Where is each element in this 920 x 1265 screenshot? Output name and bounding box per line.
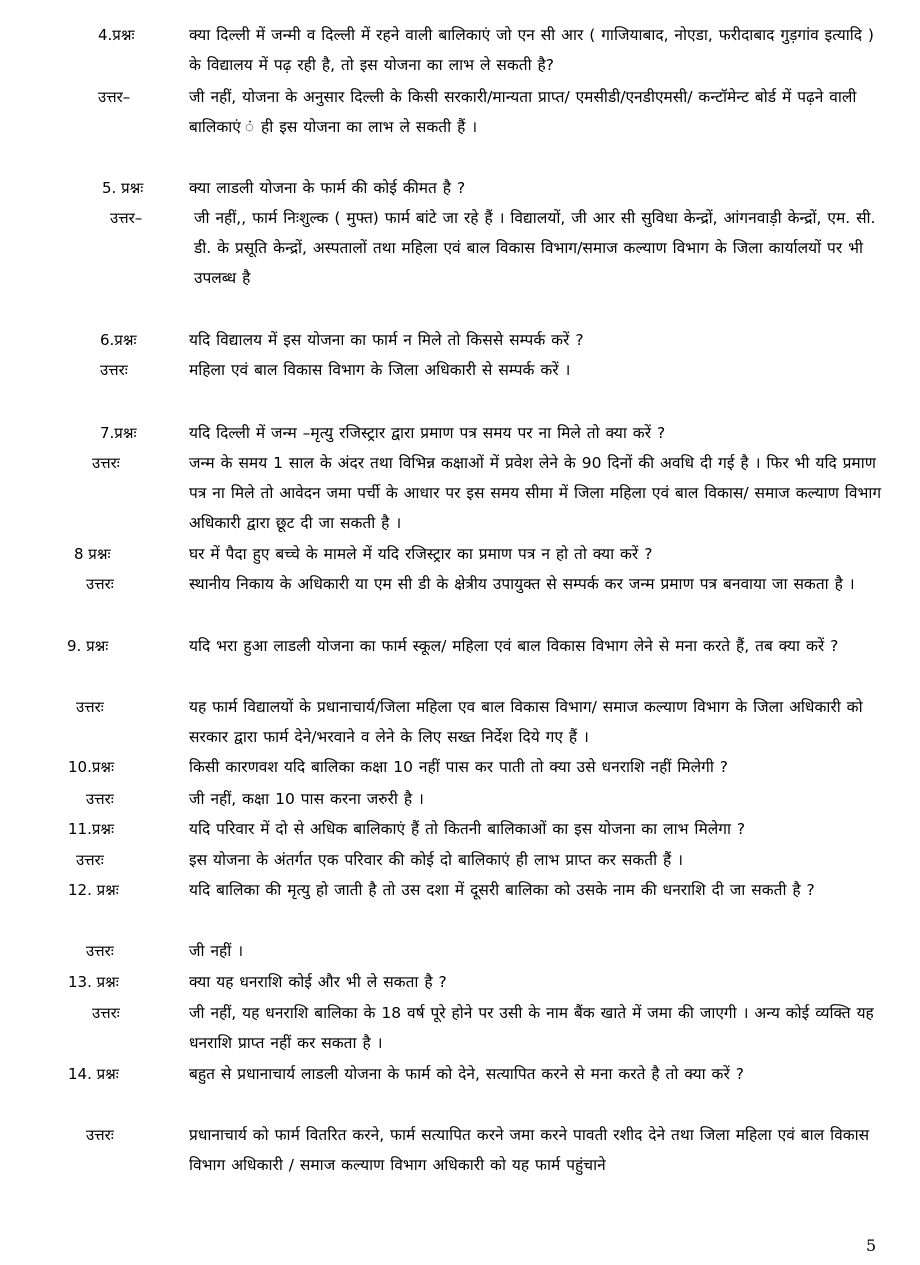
question-text: यदि परिवार में दो से अधिक बालिकाएं हैं तो कितनी बालिकाओं का इस योजना का लाभ मिलेगा ? [189,820,746,838]
answer-text: जी नहीं,, फार्म निःशुल्क ( मुफ्त) फार्म बांटे जा रहे हैं । विद्यालयों, जी आर सी सुविधा केन्द्रों, आंगनवाड़ी केन्द्रों, एम. सी. डी. के प्रसूति केन्द्रों, अस्पतालों तथा महिला एवं बाल विकास विभाग/समाज कल्याण विभाग के जिला कार्यालयों पर भी उपलब्ध है [194,209,876,287]
question-text: यदि दिल्ली में जन्म –मृत्यु रजिस्ट्रार द्वारा प्रमाण पत्र समय पर ना मिले तो क्या करें ? [189,424,666,442]
question-text: क्या यह धनराशि कोई और भी ले सकता है ? [189,973,447,991]
question-text: यदि भरा हुआ लाडली योजना का फार्म स्कूल/ महिला एवं बाल विकास विभाग लेने से मना करते हैं, तब क्या करें ? [189,637,839,655]
question-text: क्या लाडली योजना के फार्म की कोई कीमत है ? [189,179,466,197]
question-text: यदि बालिका की मृत्यु हो जाती है तो उस दशा में दूसरी बालिका को उसके नाम की धनराशि दी जा सकती है ? [189,881,815,899]
answer-text: जन्म के समय 1 साल के अंदर तथा विभिन्न कक्षाओं में प्रवेश लेने के 90 दिनों की अवधि दी गई है । फिर भी यदि प्रमाण पत्र ना मिले तो आवेदन जमा पर्ची के आधार पर इस समय सीमा में जिला महिला एवं बाल विकास/ समाज कल्याण विभाग अधिकारी द्वारा छूट दी जा सकती है । [189,454,882,532]
question-label: 14. प्रश्नः [68,1065,119,1083]
answer-text: जी नहीं । [189,942,244,960]
question-label: 11.प्रश्नः [68,820,115,838]
answer-label: उत्तरः [76,851,104,869]
answer-label: उत्तरः [86,1126,114,1144]
question-text: क्या दिल्ली में जन्मी व दिल्ली में रहने वाली बालिकाएं जो एन सी आर ( गाजियाबाद, नोएडा, फरीदाबाद गुड़गांव इत्यादि ) के विद्यालय में पढ़ रही है, तो इस योजना का लाभ ले सकती है? [189,26,874,74]
answer-text: इस योजना के अंतर्गत एक परिवार की कोई दो बालिकाएं ही लाभ प्राप्त कर सकती हैं । [189,851,684,869]
question-label: 12. प्रश्नः [68,881,119,899]
answer-text: यह फार्म विद्यालयों के प्रधानाचार्य/जिला महिला एव बाल विकास विभाग/ समाज कल्याण विभाग के जिला अधिकारी को सरकार द्वारा फार्म देने/भरवाने व लेने के लिए सख्त निर्देश दिये गए हैं । [189,698,863,746]
answer-label: उत्तरः [86,790,114,808]
question-text: घर में पैदा हुए बच्चे के मामले में यदि रजिस्ट्रार का प्रमाण पत्र न हो तो क्या करें ? [189,545,653,563]
answer-text: जी नहीं, योजना के अनुसार दिल्ली के किसी सरकारी/मान्यता प्राप्त/ एमसीडी/एनडीएमसी/ कन्टॉमेन्ट बोर्ड में पढ़ने वाली बालिकाएं ं ही इस योजना का लाभ ले सकती हैं । [189,88,857,136]
question-label: 5. प्रश्नः [102,179,144,197]
answer-text: महिला एवं बाल विकास विभाग के जिला अधिकारी से सम्पर्क करें । [189,361,571,379]
question-label: 4.प्रश्नः [98,26,135,44]
answer-text: जी नहीं, यह धनराशि बालिका के 18 वर्ष पूरे होने पर उसी के नाम बैंक खाते में जमा की जाएगी । अन्य कोई व्यक्ति यह धनराशि प्राप्त नहीं कर सकता है । [189,1004,874,1052]
answer-label: उत्तरः [86,575,114,593]
question-text: यदि विद्यालय में इस योजना का फार्म न मिले तो किससे सम्पर्क करें ? [189,331,584,349]
page-number: 5 [866,1236,877,1255]
answer-text: प्रधानाचार्य को फार्म वितरित करने, फार्म सत्यापित करने जमा करने पावती रशीद देने तथा जिला महिला एवं बाल विकास विभाग अधिकारी / समाज कल्याण विभाग अधिकारी को यह फार्म पहुंचाने [189,1126,870,1174]
question-label: 9. प्रश्नः [67,637,109,655]
answer-label: उत्तर– [110,209,143,227]
question-label: 7.प्रश्नः [100,424,137,442]
answer-label: उत्तरः [76,698,104,716]
question-label: 10.प्रश्नः [68,758,115,776]
answer-text: स्थानीय निकाय के अधिकारी या एम सी डी के क्षेत्रीय उपायुक्त से सम्पर्क कर जन्म प्रमाण पत्र बनवाया जा सकता है । [189,575,855,593]
question-text: बहुत से प्रधानाचार्य लाडली योजना के फार्म को देने, सत्यापित करने से मना करते है तो क्या करें ? [189,1065,744,1083]
question-text: किसी कारणवश यदि बालिका कक्षा 10 नहीं पास कर पाती तो क्या उसे धनराशि नहीं मिलेगी ? [189,758,728,776]
answer-label: उत्तरः [100,361,128,379]
answer-label: उत्तरः [92,454,120,472]
question-label: 6.प्रश्नः [100,331,137,349]
answer-label: उत्तरः [92,1004,120,1022]
question-label: 13. प्रश्नः [68,973,119,991]
answer-label: उत्तरः [86,942,114,960]
question-label: 8 प्रश्नः [74,545,111,563]
answer-label: उत्तर– [98,88,131,106]
answer-text: जी नहीं, कक्षा 10 पास करना जरुरी है । [189,790,424,808]
